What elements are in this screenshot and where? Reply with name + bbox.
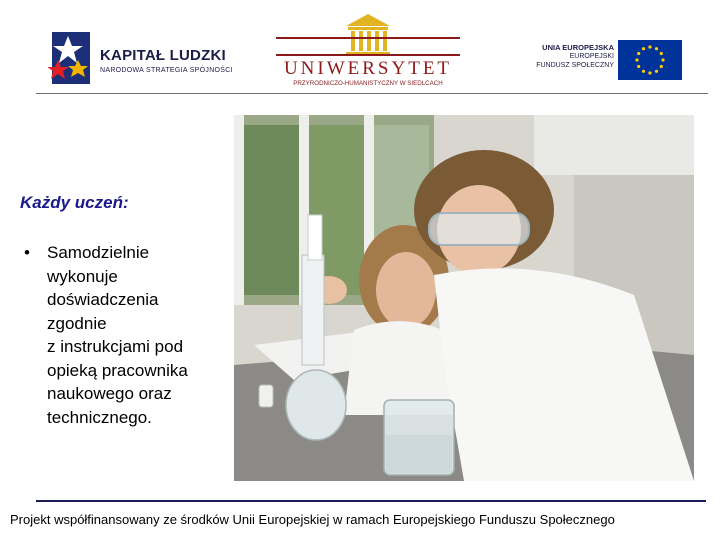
university-building-icon <box>342 12 394 56</box>
lab-photo <box>234 115 694 481</box>
footer-text: Projekt współfinansowany ze środków Unii Europejskiej w ramach Europejskiego Funduszu Społecznego <box>10 512 615 527</box>
eu-line-2: EUROPEJSKI <box>569 53 614 60</box>
university-subtitle: PRZYRODNICZO-HUMANISTYCZNY W SIEDLCACH <box>293 80 443 87</box>
university-title: UNIWERSYTET <box>283 58 453 79</box>
eu-line-1: UNIA EUROPEJSKA <box>542 43 614 52</box>
eu-flag-icon <box>618 40 682 80</box>
kapital-ludzki-star-icon <box>48 30 92 86</box>
university-logo <box>272 12 464 92</box>
eu-text <box>520 43 614 70</box>
bullet-marker: • <box>24 243 30 262</box>
bullet-item <box>20 241 235 429</box>
university-logo-line-bottom <box>276 54 460 56</box>
eu-stars-icon <box>618 40 682 80</box>
bullet-list <box>20 241 235 429</box>
eu-logo <box>520 40 688 82</box>
footer-divider <box>36 500 706 502</box>
eu-line-3: FUNDUSZ SPOŁECZNY <box>536 62 614 69</box>
lab-photo-image <box>234 115 694 481</box>
header-divider <box>36 93 708 94</box>
kapital-ludzki-subtitle: NARODOWA STRATEGIA SPÓJNOŚCI <box>100 67 233 74</box>
bullet-text: Samodzielnie wykonuje doświadczenia zgodnie z instrukcjami pod opieką pracownika naukowego oraz technicznego. <box>47 243 188 427</box>
kapital-ludzki-title: KAPITAŁ LUDZKI <box>100 47 226 64</box>
kapital-ludzki-logo <box>48 30 248 88</box>
slide-heading: Każdy uczeń: <box>20 193 129 212</box>
university-logo-line-top <box>276 37 460 39</box>
